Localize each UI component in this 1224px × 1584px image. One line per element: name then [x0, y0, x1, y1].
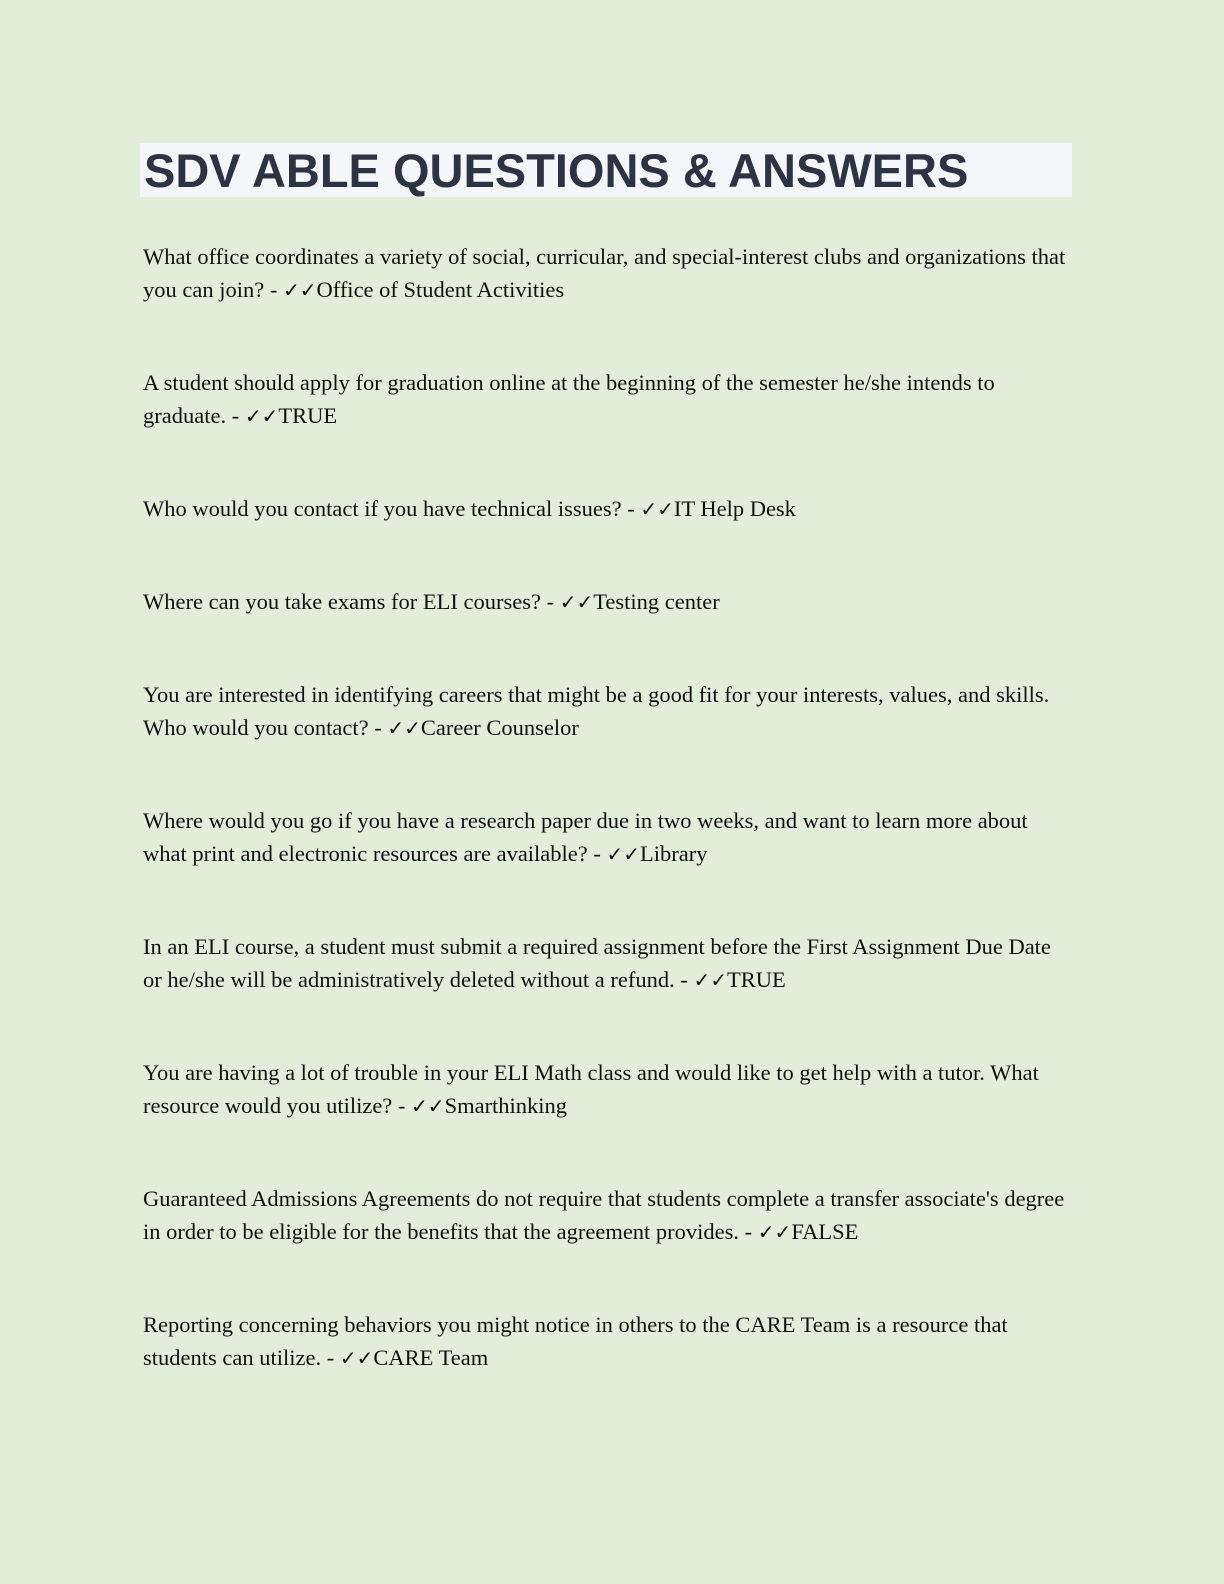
answer-text: Library	[640, 841, 708, 866]
double-check-icon: ✓✓	[282, 278, 317, 302]
answer-text: TRUE	[278, 403, 338, 428]
question-text: A student should apply for graduation online at the beginning of the semester he/she intends to graduate.	[143, 370, 995, 428]
answer-text: Testing center	[593, 589, 720, 614]
question-text: In an ELI course, a student must submit a required assignment before the First Assignment Due Date or he/she will be administratively deleted without a refund.	[143, 934, 1051, 992]
separator: -	[621, 496, 641, 521]
double-check-icon: ✓✓	[339, 1346, 374, 1370]
double-check-icon: ✓✓	[411, 1094, 445, 1118]
answer-text: FALSE	[791, 1219, 859, 1244]
double-check-icon: ✓✓	[693, 968, 727, 992]
question-text: Guaranteed Admissions Agreements do not require that students complete a transfer associate's degree in order to be eligible for the benefits that the agreement provides.	[143, 1186, 1065, 1244]
double-check-icon: ✓✓	[559, 590, 594, 614]
separator: -	[368, 715, 388, 740]
question-text: What office coordinates a variety of social, curricular, and special-interest clubs and organizations that you can join?	[143, 244, 1066, 302]
separator: -	[739, 1219, 758, 1244]
separator: -	[540, 589, 560, 614]
answer-text: Smarthinking	[444, 1093, 568, 1118]
question-text: Who would you contact if you have technical issues?	[143, 496, 622, 521]
double-check-icon: ✓✓	[757, 1220, 792, 1244]
qa-item	[143, 678, 1068, 745]
qa-list	[143, 240, 1068, 1434]
question-text: You are having a lot of trouble in your ELI Math class and would like to get help with a tutor. What resource would you utilize?	[143, 1060, 1039, 1118]
qa-item	[143, 492, 1068, 526]
double-check-icon: ✓✓	[387, 716, 421, 740]
answer-text: Career Counselor	[420, 715, 579, 740]
double-check-icon: ✓✓	[640, 497, 674, 521]
separator: -	[587, 841, 607, 866]
title-banner	[140, 143, 1072, 197]
qa-item	[143, 240, 1068, 307]
answer-text: Office of Student Activities	[316, 277, 565, 302]
double-check-icon: ✓✓	[244, 404, 279, 428]
question-text: You are interested in identifying careers that might be a good fit for your interests, values, and skills. Who would you contact?	[143, 682, 1050, 740]
answer-text: TRUE	[727, 967, 786, 992]
separator: -	[226, 403, 245, 428]
qa-item	[143, 366, 1068, 433]
question-text: Where would you go if you have a research paper due in two weeks, and want to learn more about what print and electronic resources are available?	[143, 808, 1028, 866]
qa-item	[143, 585, 1068, 619]
separator: -	[264, 277, 283, 302]
question-text: Reporting concerning behaviors you might notice in others to the CARE Team is a resource that students can utilize.	[143, 1312, 1008, 1370]
page-title: SDV ABLE QUESTIONS & ANSWERS	[144, 144, 969, 197]
double-check-icon: ✓✓	[606, 842, 641, 866]
separator: -	[674, 967, 694, 992]
separator: -	[321, 1345, 340, 1370]
qa-item	[143, 1182, 1068, 1249]
qa-item	[143, 930, 1068, 997]
question-text: Where can you take exams for ELI courses?	[143, 589, 541, 614]
answer-text: IT Help Desk	[673, 496, 796, 521]
qa-item	[143, 804, 1068, 871]
answer-text: CARE Team	[373, 1345, 489, 1370]
qa-item	[143, 1056, 1068, 1123]
separator: -	[392, 1093, 412, 1118]
qa-item	[143, 1308, 1068, 1375]
